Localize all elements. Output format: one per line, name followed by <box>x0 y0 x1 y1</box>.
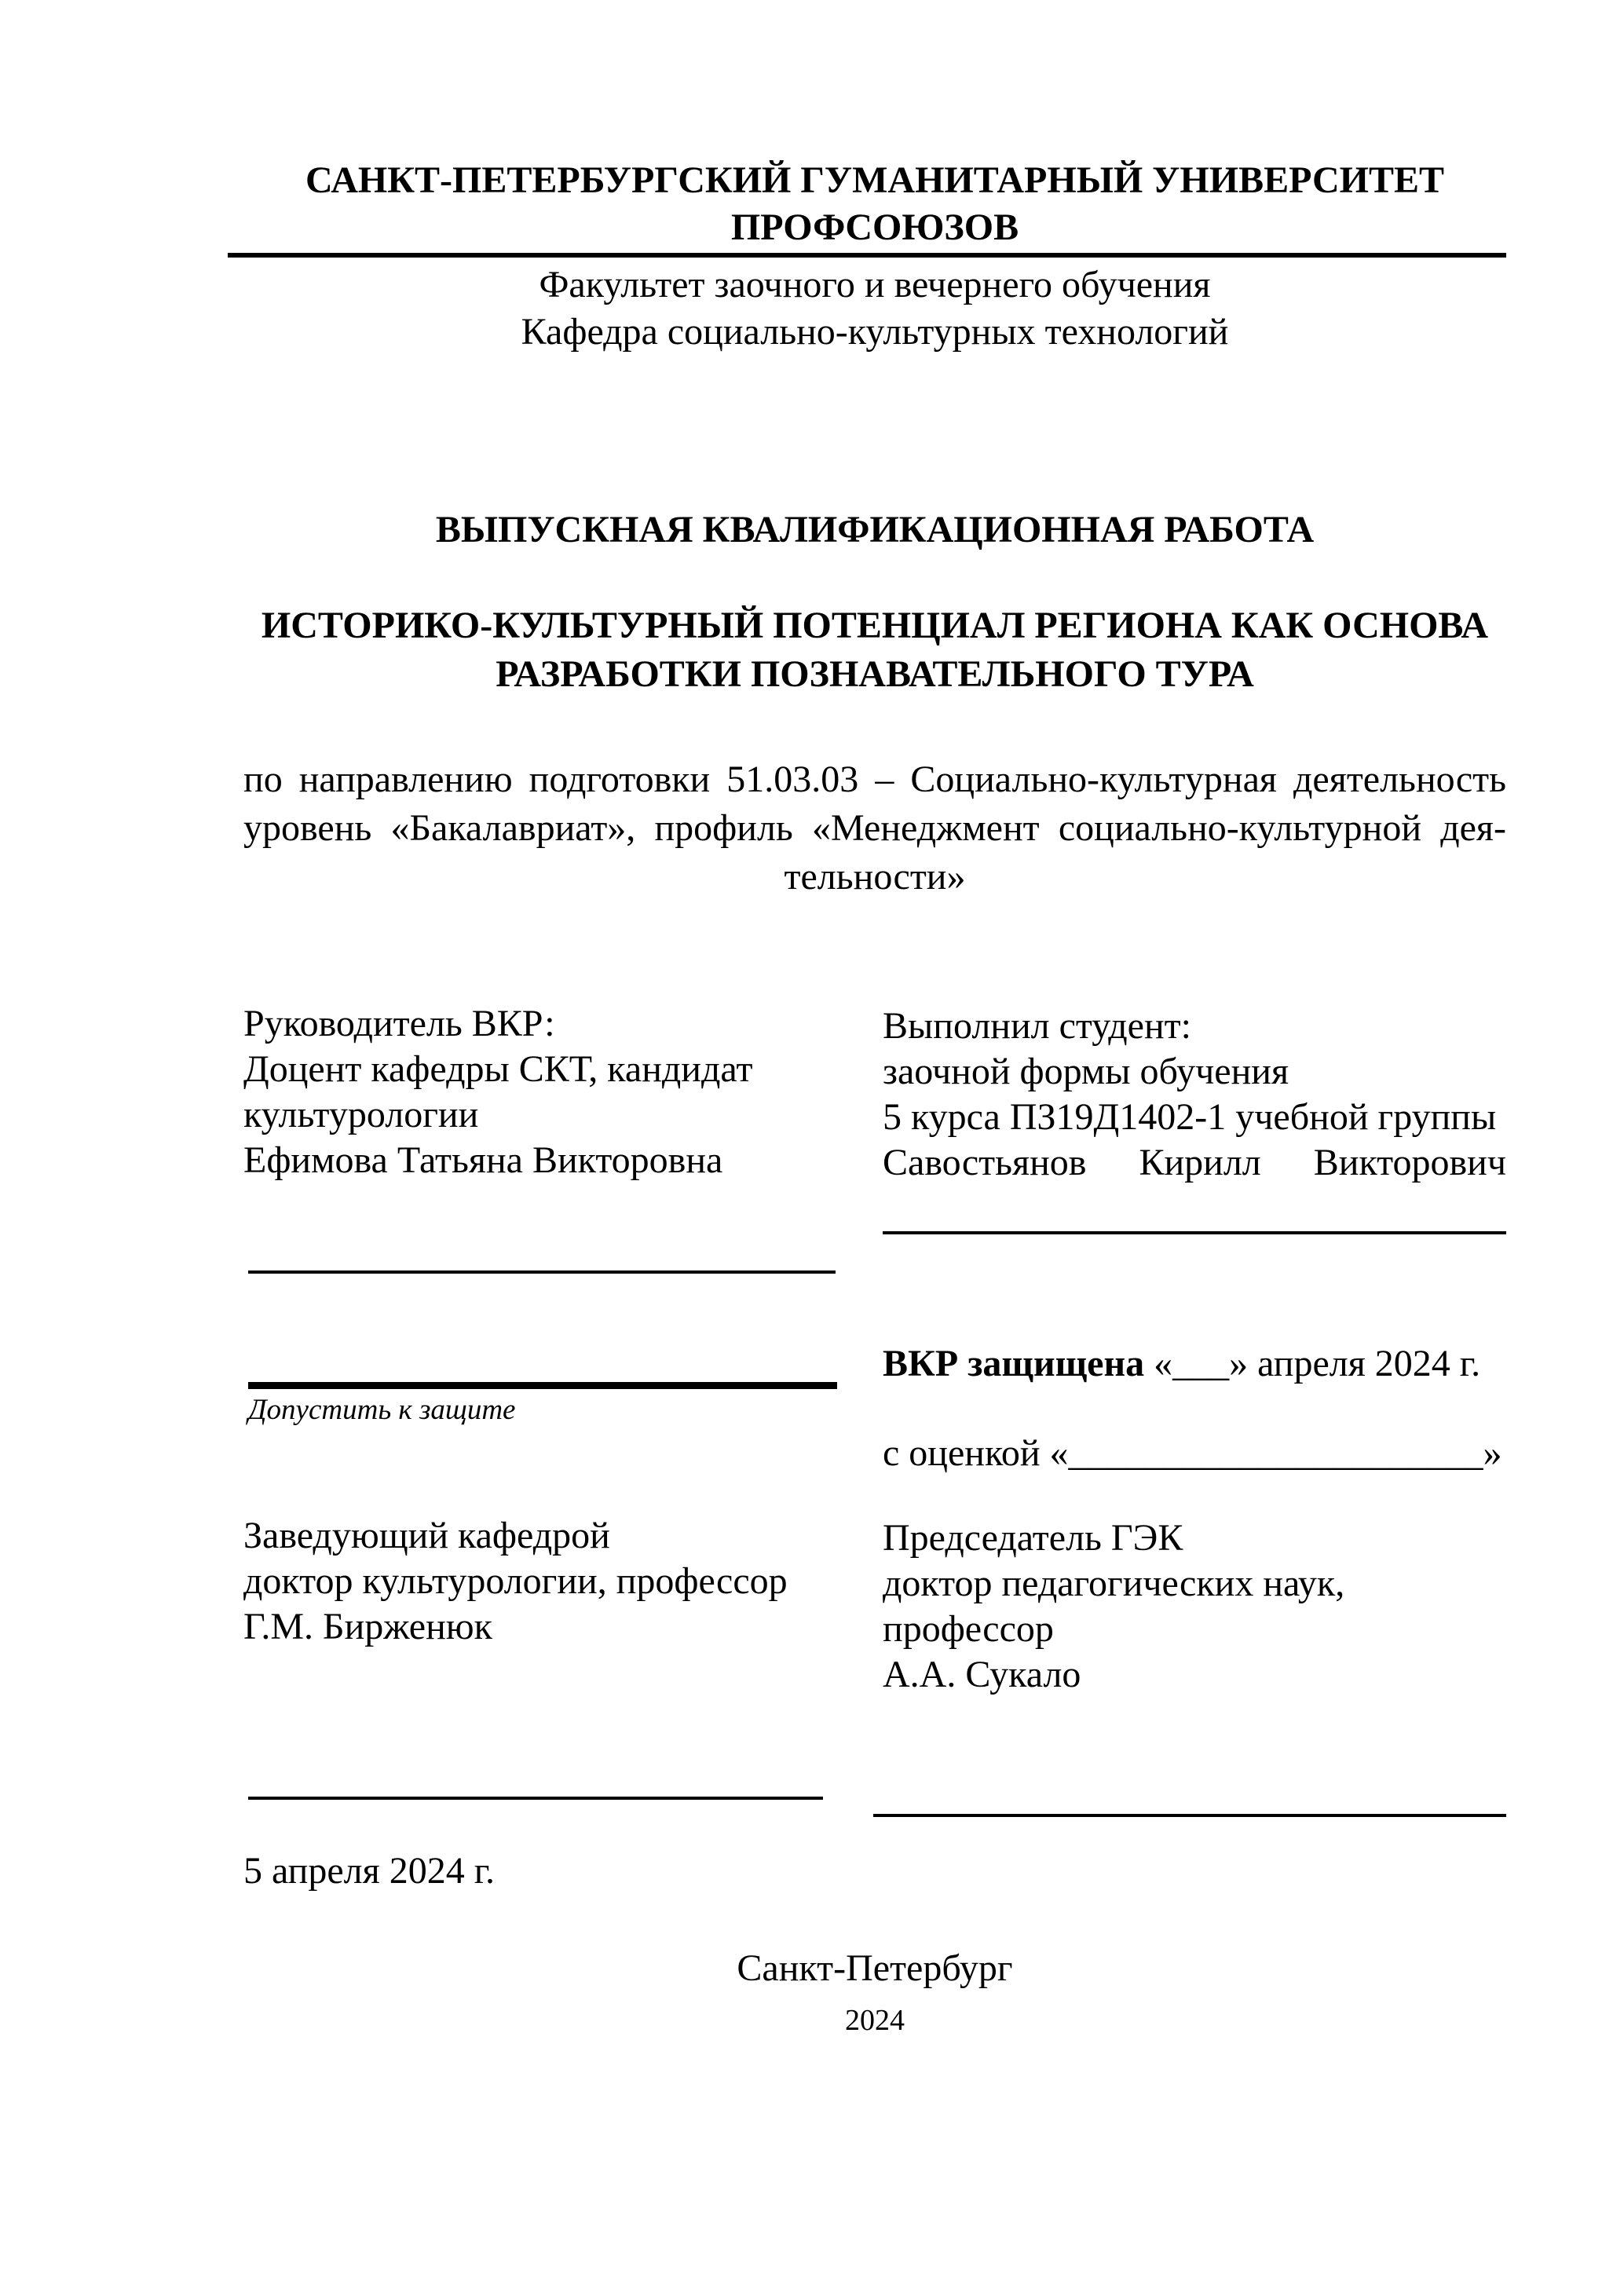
university-name-line1: САНКТ-ПЕТЕРБУРГСКИЙ ГУМАНИТАРНЫЙ УНИВЕРСИТЕТ <box>305 159 1445 201</box>
supervisor-block <box>243 1001 837 1183</box>
department-line: Кафедра социально-культурных технологий <box>521 311 1229 353</box>
thesis-title-line1: ИСТОРИКО-КУЛЬТУРНЫЙ ПОТЕНЦИАЛ РЕГИОНА КАК ОСНОВА <box>261 605 1489 646</box>
chair-position-line2: профессор <box>883 1608 1054 1650</box>
supervisor-signature-line <box>248 1270 836 1274</box>
student-group: 5 курса ПЗ19Д1402-1 учебной группы <box>883 1096 1497 1138</box>
student-signature-line <box>883 1231 1506 1234</box>
thesis-title-line2: РАЗРАБОТКИ ПОЗНАВАТЕЛЬНОГО ТУРА <box>496 653 1254 695</box>
head-position: доктор культурологии, профессор <box>243 1560 788 1602</box>
department-head-block <box>243 1513 848 1650</box>
supervisor-name: Ефимова Татьяна Викторовна <box>243 1139 723 1181</box>
student-firstname: Кирилл <box>1139 1142 1261 1183</box>
program-hyphen-tail: тельности» <box>784 856 966 898</box>
chair-signature-line <box>873 1814 1506 1817</box>
student-label: Выполнил студент: <box>883 1005 1191 1047</box>
head-name: Г.М. Бирженюк <box>243 1606 492 1647</box>
program-level-line: уровень «Бакалавриат», профиль «Менеджмент социально-культурной дея- <box>243 807 1506 849</box>
head-label: Заведующий кафедрой <box>243 1515 610 1556</box>
university-name-line2: ПРОФСОЮЗОВ <box>730 207 1019 248</box>
defense-date-blank: «___» апреля 2024 г. <box>1144 1343 1481 1384</box>
program-direction-line: по направлению подготовки 51.03.03 – Социально-культурная деятельность <box>243 759 1506 800</box>
student-name <box>883 1140 1506 1186</box>
student-block <box>883 1004 1506 1186</box>
defense-grade-line: с оценкой «______________________» <box>883 1432 1502 1474</box>
faculty-line: Факультет заочного и вечернего обучения <box>539 264 1211 305</box>
chair-name: А.А. Сукало <box>883 1654 1081 1695</box>
admission-date: 5 апреля 2024 г. <box>243 1850 495 1892</box>
defense-date-label: ВКР защищена <box>883 1343 1145 1384</box>
student-surname: Савостьянов <box>883 1142 1087 1183</box>
student-patronymic: Викторович <box>1313 1142 1506 1183</box>
gec-chair-block <box>883 1515 1506 1698</box>
chair-position-line1: доктор педагогических наук, <box>883 1563 1345 1604</box>
head-signature-line <box>248 1797 823 1800</box>
supervisor-position-line1: Доцент кафедры СКТ, кандидат <box>243 1048 753 1090</box>
work-type-heading: ВЫПУСКНАЯ КВАЛИФИКАЦИОННАЯ РАБОТА <box>435 509 1315 550</box>
supervisor-label: Руководитель ВКР: <box>243 1003 555 1044</box>
admission-caption: Допустить к защите <box>248 1394 516 1426</box>
chair-label: Председатель ГЭК <box>883 1517 1183 1559</box>
admission-signature-line <box>248 1382 837 1389</box>
header-rule <box>228 253 1506 258</box>
supervisor-position-line2: культурологии <box>243 1094 479 1135</box>
footer-city: Санкт-Петербург <box>737 1947 1013 1989</box>
defense-date-line <box>883 1341 1506 1387</box>
footer-year: 2024 <box>845 2004 905 2037</box>
student-study-form: заочной формы обучения <box>883 1051 1289 1092</box>
